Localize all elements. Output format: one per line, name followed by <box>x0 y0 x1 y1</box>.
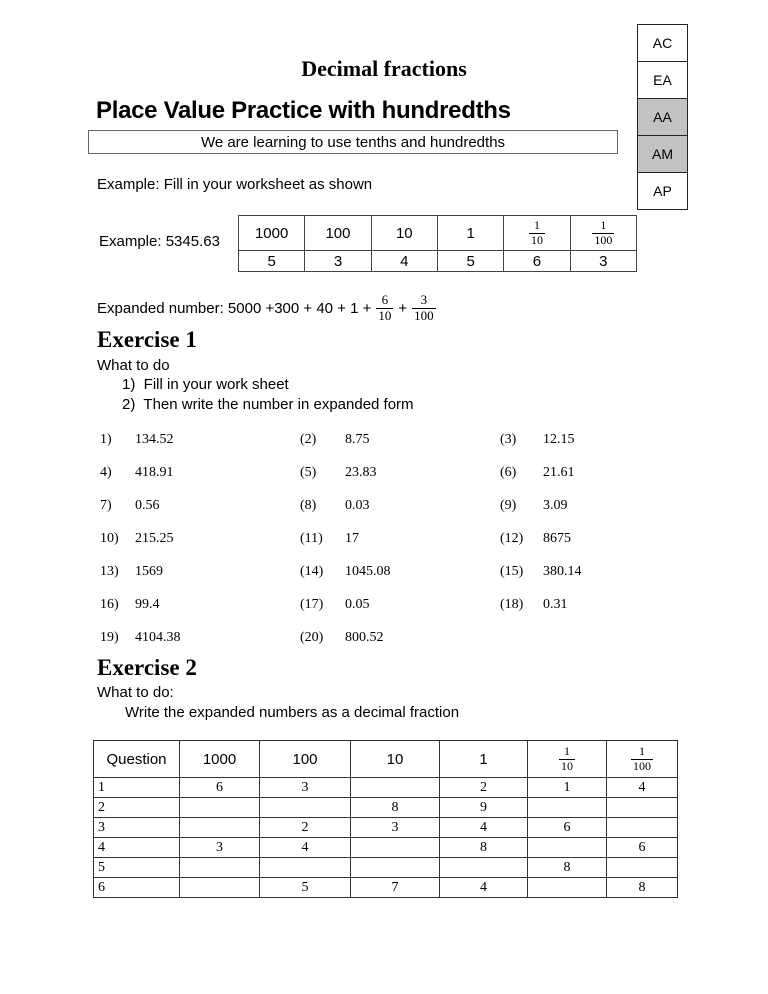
expanded-plus: + <box>398 299 408 317</box>
problem-label: 16) <box>100 597 119 612</box>
problem-value: 4104.38 <box>135 630 181 645</box>
digit-cell: 3 <box>351 818 440 838</box>
example-label: Example: 5345.63 <box>99 233 220 250</box>
problem-label: (8) <box>300 498 317 513</box>
exercise2-header-cell: 10 <box>351 741 440 778</box>
level-box-am: AM <box>637 135 688 173</box>
problem-label: 10) <box>100 531 119 546</box>
level-box-ac: AC <box>637 24 688 62</box>
digit-cell: 4 <box>260 838 351 858</box>
exercise2-data-row <box>94 798 678 818</box>
expanded-fraction-tenths <box>376 293 393 324</box>
exercise2-header-cell: 1 <box>440 741 528 778</box>
problem-label: (5) <box>300 465 317 480</box>
problem-label: 19) <box>100 630 119 645</box>
exercise2-data-row <box>94 778 678 798</box>
problem-value: 418.91 <box>135 465 174 480</box>
problem-value: 21.61 <box>543 465 575 480</box>
digit-cell <box>607 818 678 838</box>
exercise2-header-cell <box>607 741 678 778</box>
digit-cell <box>180 798 260 818</box>
digit-cell <box>351 778 440 798</box>
digit-cell <box>440 858 528 878</box>
problem-value: 12.15 <box>543 432 575 447</box>
exercise2-table <box>93 740 678 898</box>
problem-label: 1) <box>100 432 112 447</box>
example-table-header-row <box>239 216 637 251</box>
digit-cell <box>180 878 260 898</box>
problem-value: 0.56 <box>135 498 160 513</box>
example-table-header-cell: 1 <box>437 216 503 251</box>
exercise2-header-cell: Question <box>94 741 180 778</box>
digit-cell: 7 <box>351 878 440 898</box>
digit-cell <box>607 858 678 878</box>
level-boxes <box>637 24 688 210</box>
fraction-numerator: 6 <box>381 292 389 307</box>
exercise2-header-fraction <box>631 745 653 774</box>
example-header-fraction <box>529 219 545 248</box>
document-title: Decimal fractions <box>301 56 467 81</box>
fraction-denominator: 100 <box>633 758 651 773</box>
digit-cell <box>528 798 607 818</box>
fraction-numerator: 3 <box>420 292 428 307</box>
problem-value: 1569 <box>135 564 163 579</box>
fraction-numerator: 1 <box>639 743 645 758</box>
exercise1-what-to-do: What to do <box>97 357 170 374</box>
example-table-value-cell: 4 <box>371 251 437 272</box>
problem-value: 134.52 <box>135 432 174 447</box>
worksheet-heading: Place Value Practice with hundredths <box>96 97 511 124</box>
digit-cell <box>260 798 351 818</box>
exercise2-header-row <box>94 741 678 778</box>
fraction-denominator: 10 <box>530 232 543 247</box>
problem-label: (6) <box>500 465 517 480</box>
problem-label: (9) <box>500 498 517 513</box>
expanded-fraction-hundredths <box>412 293 436 324</box>
learning-goal-text: We are learning to use tenths and hundredths <box>200 133 506 151</box>
problem-value: 3.09 <box>543 498 568 513</box>
problem-label: (11) <box>300 531 323 546</box>
problem-label: (18) <box>500 597 524 612</box>
problem-value: 215.25 <box>135 531 174 546</box>
exercise2-data-row <box>94 878 678 898</box>
exercise2-header-cell: 100 <box>260 741 351 778</box>
problem-label: (14) <box>300 564 324 579</box>
digit-cell <box>351 858 440 878</box>
digit-cell: 1 <box>528 778 607 798</box>
digit-cell <box>260 858 351 878</box>
exercise2-heading: Exercise 2 <box>97 655 197 680</box>
problem-label: (3) <box>500 432 517 447</box>
exercise2-table-wrap <box>93 740 678 898</box>
digit-cell <box>528 838 607 858</box>
exercise2-what-to-do: What to do: <box>97 684 174 701</box>
digit-cell: 8 <box>607 878 678 898</box>
fraction-numerator: 1 <box>533 217 540 232</box>
problem-value: 800.52 <box>345 630 384 645</box>
problem-value: 99.4 <box>135 597 160 612</box>
fraction-denominator: 100 <box>594 232 613 247</box>
digit-cell: 2 <box>260 818 351 838</box>
expanded-number-line <box>97 293 436 324</box>
digit-cell: 9 <box>440 798 528 818</box>
example-table-value-cell: 3 <box>570 251 636 272</box>
example-table-value-row <box>239 251 637 272</box>
digit-cell: 4 <box>607 778 678 798</box>
problem-label: (20) <box>300 630 324 645</box>
example-table-header-cell: 10 <box>371 216 437 251</box>
digit-cell: 3 <box>260 778 351 798</box>
level-box-ap: AP <box>637 172 688 210</box>
example-table-value-cell: 5 <box>437 251 503 272</box>
example-table-header-cell <box>504 216 570 251</box>
example-table-value-cell: 3 <box>305 251 371 272</box>
example-table-header-cell <box>570 216 636 251</box>
example-table-header-cell: 100 <box>305 216 371 251</box>
exercise2-data-row <box>94 818 678 838</box>
problem-label: 13) <box>100 564 119 579</box>
digit-cell <box>180 818 260 838</box>
question-number-cell: 2 <box>94 798 180 818</box>
exercise2-header-cell <box>528 741 607 778</box>
learning-goal-box <box>88 130 618 154</box>
exercise2-header-cell: 1000 <box>180 741 260 778</box>
exercise1-heading: Exercise 1 <box>97 327 197 352</box>
problem-value: 0.03 <box>345 498 370 513</box>
digit-cell: 6 <box>180 778 260 798</box>
example-intro: Example: Fill in your worksheet as shown <box>97 176 373 193</box>
expanded-prefix: Expanded number: 5000 +300 + 40 + 1 + <box>97 299 372 317</box>
problem-label: 7) <box>100 498 112 513</box>
exercise1-step-2: 2) Then write the number in expanded form <box>122 396 414 413</box>
example-table <box>238 215 637 272</box>
problem-label: (12) <box>500 531 524 546</box>
problem-label: (17) <box>300 597 324 612</box>
fraction-denominator: 10 <box>561 758 573 773</box>
exercise2-header-fraction <box>559 745 575 774</box>
problem-value: 380.14 <box>543 564 582 579</box>
question-number-cell: 4 <box>94 838 180 858</box>
problem-label: (2) <box>300 432 317 447</box>
digit-cell: 6 <box>528 818 607 838</box>
question-number-cell: 1 <box>94 778 180 798</box>
level-box-aa: AA <box>637 98 688 136</box>
exercise1-step-1: 1) Fill in your work sheet <box>122 376 289 393</box>
problem-value: 23.83 <box>345 465 377 480</box>
problem-value: 8.75 <box>345 432 370 447</box>
digit-cell: 4 <box>440 878 528 898</box>
exercise2-data-row <box>94 838 678 858</box>
fraction-numerator: 1 <box>600 217 607 232</box>
example-table-header-cell: 1000 <box>239 216 305 251</box>
digit-cell: 2 <box>440 778 528 798</box>
place-value-example-table <box>238 215 637 272</box>
example-table-value-cell: 6 <box>504 251 570 272</box>
question-number-cell: 5 <box>94 858 180 878</box>
question-number-cell: 6 <box>94 878 180 898</box>
problem-value: 17 <box>345 531 359 546</box>
digit-cell: 8 <box>351 798 440 818</box>
example-header-fraction <box>592 219 614 248</box>
digit-cell: 6 <box>607 838 678 858</box>
digit-cell: 4 <box>440 818 528 838</box>
problem-label: (15) <box>500 564 524 579</box>
digit-cell: 3 <box>180 838 260 858</box>
digit-cell: 5 <box>260 878 351 898</box>
fraction-denominator: 10 <box>378 307 392 323</box>
fraction-numerator: 1 <box>564 743 570 758</box>
digit-cell <box>351 838 440 858</box>
problem-value: 8675 <box>543 531 571 546</box>
question-number-cell: 3 <box>94 818 180 838</box>
problem-label: 4) <box>100 465 112 480</box>
digit-cell: 8 <box>528 858 607 878</box>
problem-value: 0.05 <box>345 597 370 612</box>
example-table-value-cell: 5 <box>239 251 305 272</box>
digit-cell <box>180 858 260 878</box>
problem-value: 1045.08 <box>345 564 391 579</box>
digit-cell <box>607 798 678 818</box>
digit-cell <box>528 878 607 898</box>
exercise2-data-row <box>94 858 678 878</box>
level-box-ea: EA <box>637 61 688 99</box>
fraction-denominator: 100 <box>414 307 434 323</box>
digit-cell: 8 <box>440 838 528 858</box>
exercise2-instruction: Write the expanded numbers as a decimal fraction <box>125 704 460 721</box>
problem-value: 0.31 <box>543 597 568 612</box>
